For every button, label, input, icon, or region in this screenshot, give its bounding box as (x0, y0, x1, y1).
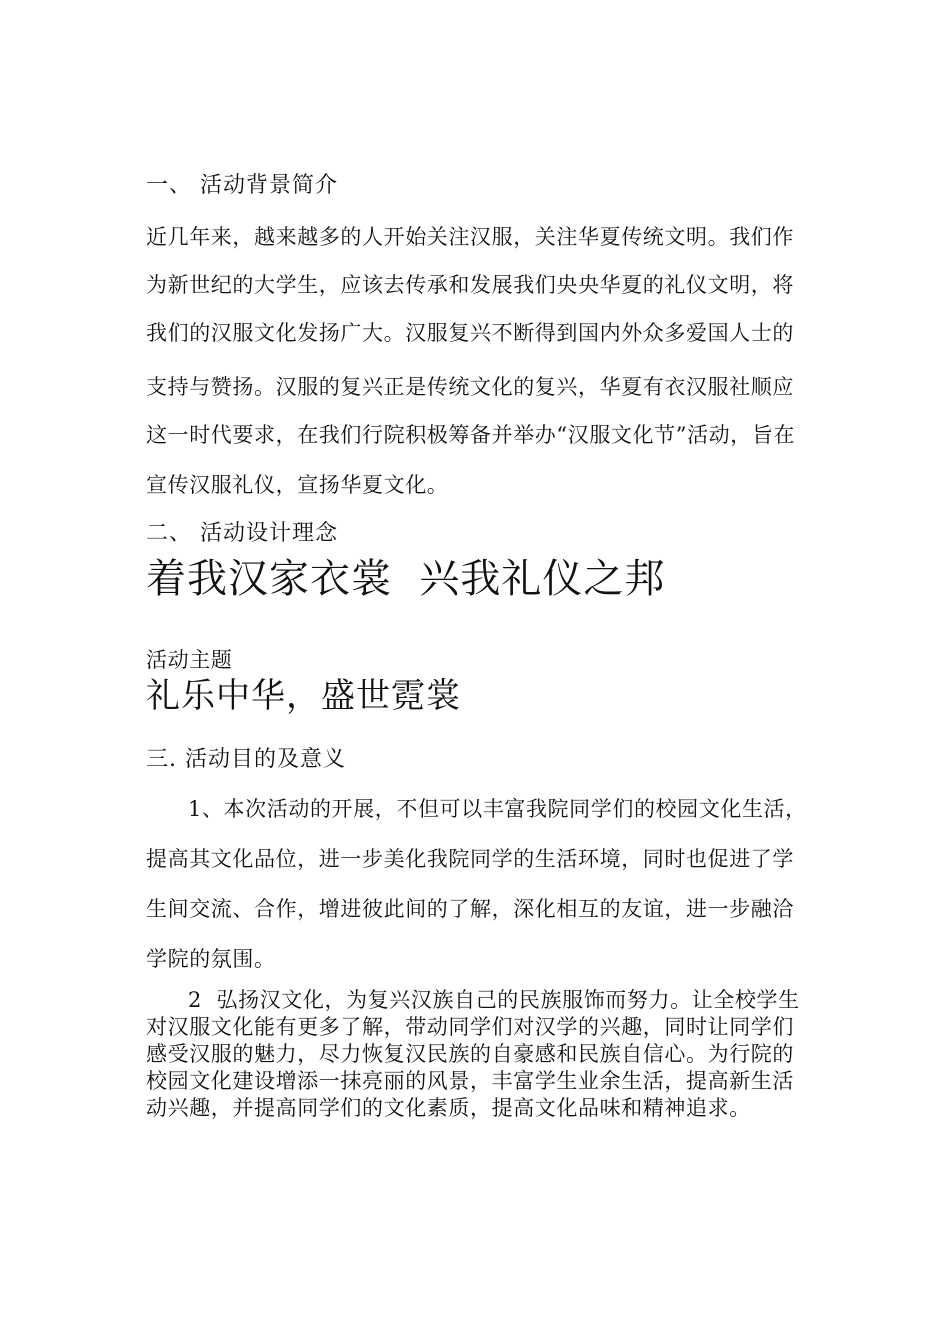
purpose-para2-line: 2 弘扬汉文化，为复兴汉族自己的民族服饰而努力。让全校学生 (188, 988, 800, 1012)
section1-line: 这一时代要求，在我们行院积极筹备并举办“汉服文化节”活动，旨在 (146, 423, 796, 447)
design-slogan: 着我汉家衣裳 兴我礼仪之邦 (146, 556, 666, 602)
purpose-para1-line: 学院的氛围。 (146, 947, 276, 971)
section3-heading: 三. 活动目的及意义 (146, 747, 346, 772)
section1-line: 宣传汉服礼仪，宣扬华夏文化。 (146, 473, 449, 497)
section1-heading: 一、 活动背景简介 (146, 173, 338, 198)
purpose-para1-line: 生间交流、合作，增进彼此间的了解，深化相互的友谊，进一步融洽 (146, 897, 794, 921)
purpose-para1-line: 提高其文化品位，进一步美化我院同学的生活环境，同时也促进了学 (146, 847, 794, 871)
section1-line: 近几年来，越来越多的人开始关注汉服，关注华夏传统文明。我们作 (146, 225, 794, 249)
section2-heading: 二、 活动设计理念 (146, 521, 338, 546)
theme-label: 活动主题 (146, 648, 233, 672)
section1-line: 我们的汉服文化发扬广大。汉服复兴不断得到国内外众多爱国人士的 (146, 321, 794, 345)
purpose-para2-line: 校园文化建设增添一抹亮丽的风景，丰富学生业余生活，提高新生活 (146, 1069, 794, 1093)
section1-line: 为新世纪的大学生，应该去传承和发展我们央央华夏的礼仪文明，将 (146, 273, 794, 297)
activity-theme: 礼乐中华，盛世霓裳 (146, 676, 461, 716)
purpose-para2-line: 对汉服文化能有更多了解，带动同学们对汉学的兴趣，同时让同学们 (146, 1015, 794, 1039)
purpose-para2-line: 动兴趣，并提高同学们的文化素质，提高文化品味和精神追求。 (146, 1096, 751, 1120)
section1-line: 支持与赞扬。汉服的复兴正是传统文化的复兴，华夏有衣汉服社顺应 (146, 375, 794, 399)
purpose-para2-line: 感受汉服的魅力，尽力恢复汉民族的自豪感和民族自信心。为行院的 (146, 1042, 794, 1066)
purpose-para1-line: 1、本次活动的开展，不但可以丰富我院同学们的校园文化生活， (188, 797, 807, 821)
